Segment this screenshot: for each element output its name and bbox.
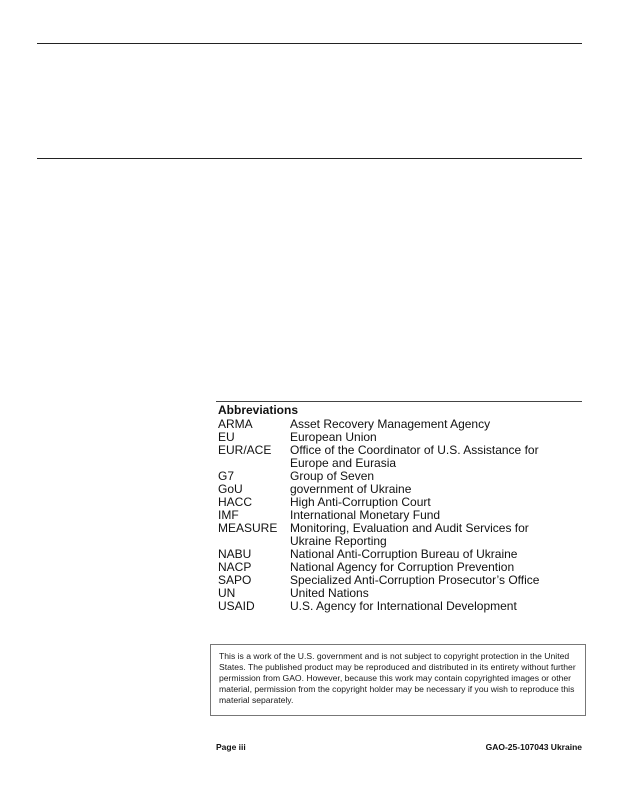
abbreviation-term: NACP (218, 560, 252, 574)
abbreviations-heading: Abbreviations (218, 403, 299, 417)
abbreviation-row (216, 522, 582, 548)
abbreviation-term: HACC (218, 495, 253, 509)
abbreviation-term: USAID (218, 599, 255, 613)
abbreviation-term: UN (218, 586, 236, 600)
abbreviation-row (216, 600, 582, 613)
abbreviation-definition: International Monetary Fund (290, 508, 441, 522)
abbreviation-definition: Group of Seven (290, 469, 375, 483)
abbreviation-term: MEASURE (218, 521, 278, 535)
abbreviation-definition: National Agency for Corruption Prevention (290, 560, 515, 574)
copyright-notice: This is a work of the U.S. government and is not subject to copyright protection in the United States. The published product may be reproduced and distributed in its entirety without further permission from GAO. However, because this work may contain copyrighted images or other material, permission from the copyright holder may be necessary if you wish to reproduce this material separately. (210, 644, 586, 716)
abbreviation-row (216, 574, 582, 587)
abbreviations-section (216, 401, 582, 613)
abbreviation-term: EU (218, 430, 235, 444)
abbreviation-term: NABU (218, 547, 252, 561)
section-divider (37, 158, 582, 159)
abbreviation-definition: Office of the Coordinator of U.S. Assistance for Europe and Eurasia (290, 443, 539, 470)
top-divider (37, 43, 582, 44)
abbreviation-definition: Asset Recovery Management Agency (290, 417, 491, 431)
page-number: Page iii (216, 742, 246, 752)
abbreviation-term: SAPO (218, 573, 252, 587)
abbreviations-list (216, 418, 582, 613)
abbreviation-term: GoU (218, 482, 243, 496)
page-footer (216, 742, 582, 752)
abbreviation-definition: Specialized Anti-Corruption Prosecutor’s Office (290, 573, 540, 587)
abbreviation-definition: National Anti-Corruption Bureau of Ukraine (290, 547, 518, 561)
report-identifier: GAO-25-107043 Ukraine (485, 742, 582, 752)
abbreviation-definition: Monitoring, Evaluation and Audit Services for Ukraine Reporting (290, 521, 529, 548)
abbreviation-term: EUR/ACE (218, 443, 272, 457)
abbreviation-definition: U.S. Agency for International Development (290, 599, 517, 613)
abbreviation-term: G7 (218, 469, 235, 483)
abbreviation-definition: United Nations (290, 586, 369, 600)
abbreviation-definition: European Union (290, 430, 377, 444)
abbreviation-row (216, 444, 582, 470)
abbreviation-definition: government of Ukraine (290, 482, 412, 496)
abbreviation-term: ARMA (218, 417, 253, 431)
abbreviation-term: IMF (218, 508, 239, 522)
abbreviation-row (216, 418, 582, 431)
abbreviation-definition: High Anti-Corruption Court (290, 495, 431, 509)
